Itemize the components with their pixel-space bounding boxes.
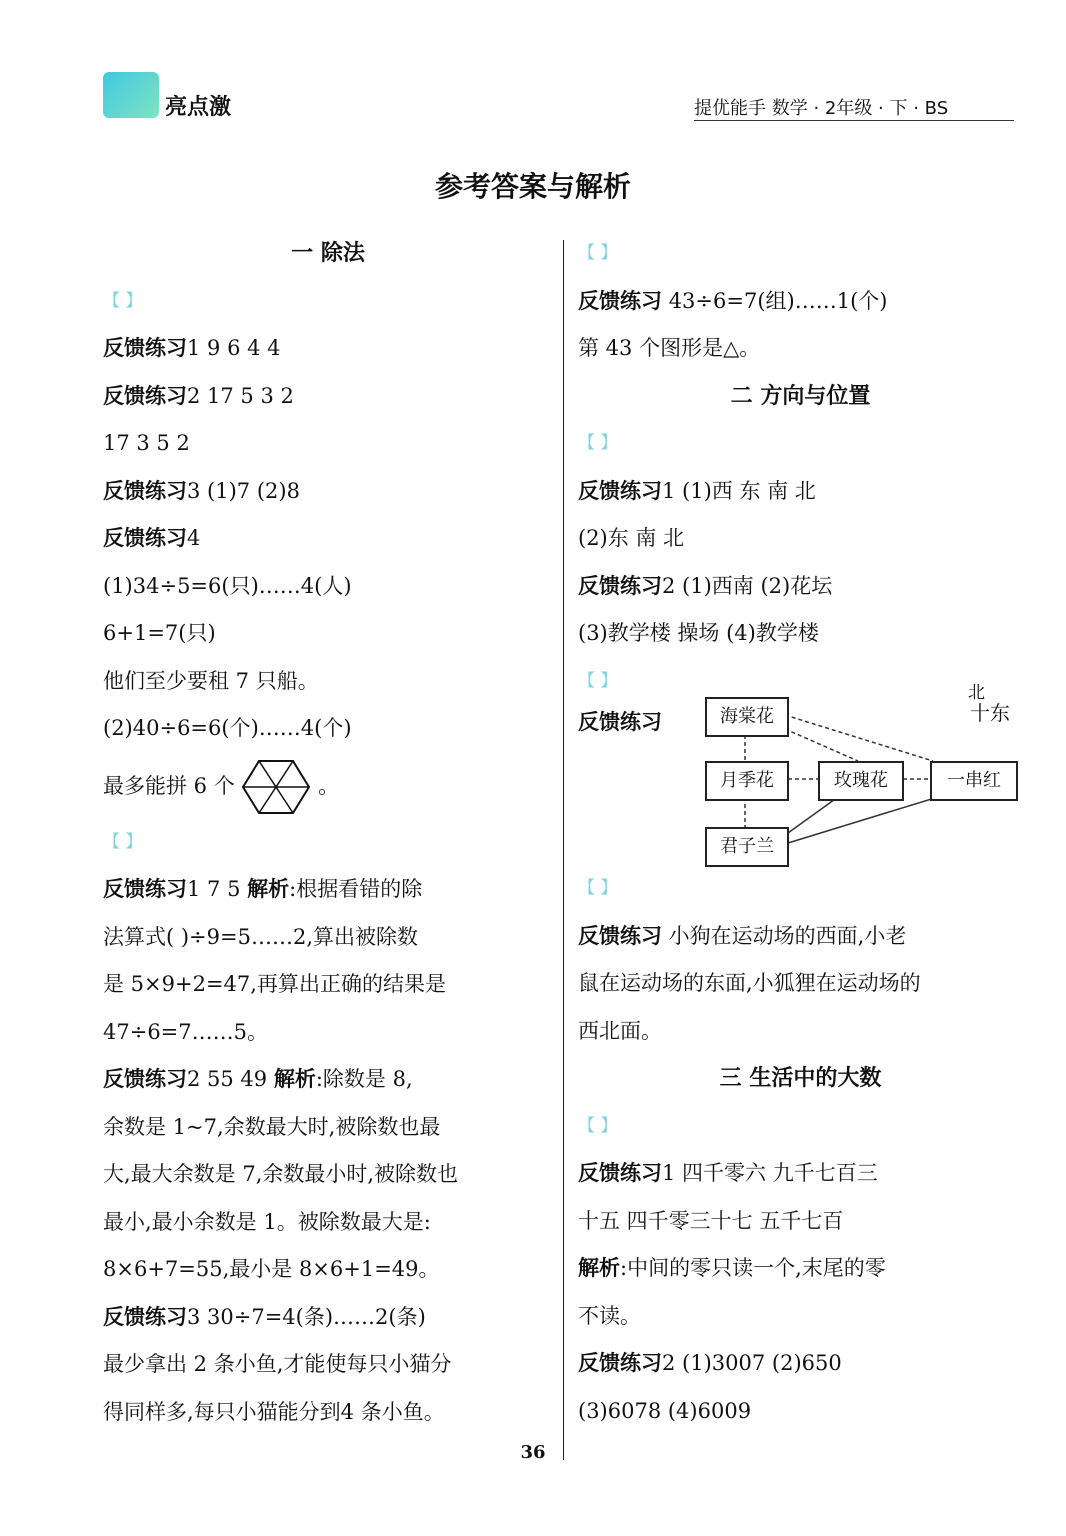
- section-tag: 【 】: [578, 670, 618, 691]
- section-heading: 一 除法: [291, 241, 365, 266]
- section-tag: 【 】: [578, 1115, 618, 1136]
- section-heading: 二 方向与位置: [730, 383, 871, 409]
- box-yueji: 月季花: [705, 761, 789, 801]
- answer-line: 反馈练习3 30÷7=4(条)……2(条): [103, 1304, 426, 1329]
- answer-line: 17 3 5 2: [103, 431, 190, 455]
- section-tag: 【 】: [103, 831, 143, 852]
- page-number: 36: [520, 1442, 546, 1463]
- answer-line: 47÷6=7……5。: [103, 1019, 268, 1044]
- column-divider: [563, 240, 564, 1460]
- answer-line: 第 43 个图形是△。: [578, 336, 761, 360]
- answer-line: (2)东 南 北: [578, 526, 685, 550]
- answer-line: 反馈练习1 7 5 解析:根据看错的除: [103, 877, 423, 901]
- answer-line: 余数是 1~7,余数最大时,被除数也最: [103, 1114, 441, 1139]
- answer-line: 反馈练习1 (1)西 东 南 北: [578, 478, 816, 503]
- answer-line: 反馈练习2 (1)3007 (2)650: [578, 1351, 842, 1375]
- answer-line: 反馈练习1 四千零六 九千七百三: [578, 1161, 878, 1185]
- section-tag: 【 】: [578, 878, 618, 898]
- answer-line: (1)34÷5=6(只)……4(人): [103, 573, 352, 598]
- answer-line: 鼠在运动场的东面,小狐狸在运动场的: [578, 971, 921, 995]
- answer-line: 法算式( )÷9=5……2,算出被除数: [103, 924, 419, 949]
- section-tag: 【 】: [103, 290, 143, 311]
- box-meigui: 玫瑰花: [818, 761, 904, 801]
- page-title: 参考答案与解析: [434, 170, 631, 203]
- hexagon-icon: [241, 757, 311, 817]
- answer-line: 西北面。: [578, 1018, 662, 1043]
- compass-north: 北: [968, 683, 985, 703]
- answer-line: 反馈练习4: [103, 526, 201, 550]
- box-haitang: 海棠花: [705, 697, 789, 737]
- answer-line: 得同样多,每只小猫能分到4 条小鱼。: [103, 1399, 445, 1424]
- right-column: [578, 230, 1023, 1435]
- answer-line: (2)40÷6=6(个)……4(个): [103, 716, 352, 740]
- answer-line: 反馈练习 43÷6=7(组)……1(个): [578, 288, 888, 313]
- answer-line: 8×6+7=55,最小是 8×6+1=49。: [103, 1257, 440, 1281]
- answer-line: (3)教学楼 操场 (4)教学楼: [578, 621, 819, 645]
- answer-line: (3)6078 (4)6009: [578, 1398, 752, 1423]
- section-tag: 【 】: [578, 433, 618, 453]
- section-heading: 三 生活中的大数: [719, 1066, 882, 1091]
- answer-line: 反馈练习2 55 49 解析:除数是 8,: [103, 1067, 413, 1091]
- logo-icon: [103, 72, 159, 118]
- logo-text: 亮点激: [165, 95, 232, 120]
- answer-line: 反馈练习2 (1)西南 (2)花坛: [578, 573, 833, 598]
- answer-line: 最多能拼 6 个 。: [103, 753, 553, 819]
- section-tag: 【 】: [578, 243, 618, 263]
- answer-line: 他们至少要租 7 只船。: [103, 668, 319, 693]
- box-yichuanhong: 一串红: [930, 761, 1018, 801]
- answer-line: 是 5×9+2=47,再算出正确的结果是: [103, 972, 446, 996]
- left-column: [103, 230, 553, 1436]
- answer-line: 反馈练习1 9 6 4 4: [103, 336, 281, 360]
- answer-line: 大,最大余数是 7,余数最小时,被除数也: [103, 1162, 459, 1186]
- answer-line: 最少拿出 2 条小鱼,才能使每只小猫分: [103, 1352, 452, 1376]
- answer-line: 十五 四千零三十七 五千七百: [578, 1208, 844, 1233]
- garden-diagram: 反馈练习 海棠花 月季花 玫瑰花 一串红 君子兰 北 十东: [578, 705, 1023, 865]
- answer-line: 不读。: [578, 1303, 641, 1328]
- compass-east: 十东: [970, 701, 1010, 725]
- page-header: [0, 0, 1066, 140]
- answer-line: 6+1=7(只): [103, 621, 216, 645]
- answer-line: 最小,最小余数是 1。被除数最大是:: [103, 1209, 431, 1234]
- answer-line: 解析:中间的零只读一个,末尾的零: [578, 1256, 886, 1280]
- answer-line: 反馈练习3 (1)7 (2)8: [103, 478, 300, 503]
- series-title: 提优能手 数学 · 2年级 · 下 · BS: [694, 98, 949, 119]
- box-junzilan: 君子兰: [705, 827, 789, 867]
- answer-line: 反馈练习 小狗在运动场的西面,小老: [578, 923, 907, 948]
- answer-line: 反馈练习2 17 5 3 2: [103, 383, 294, 408]
- header-rule: [694, 120, 1014, 121]
